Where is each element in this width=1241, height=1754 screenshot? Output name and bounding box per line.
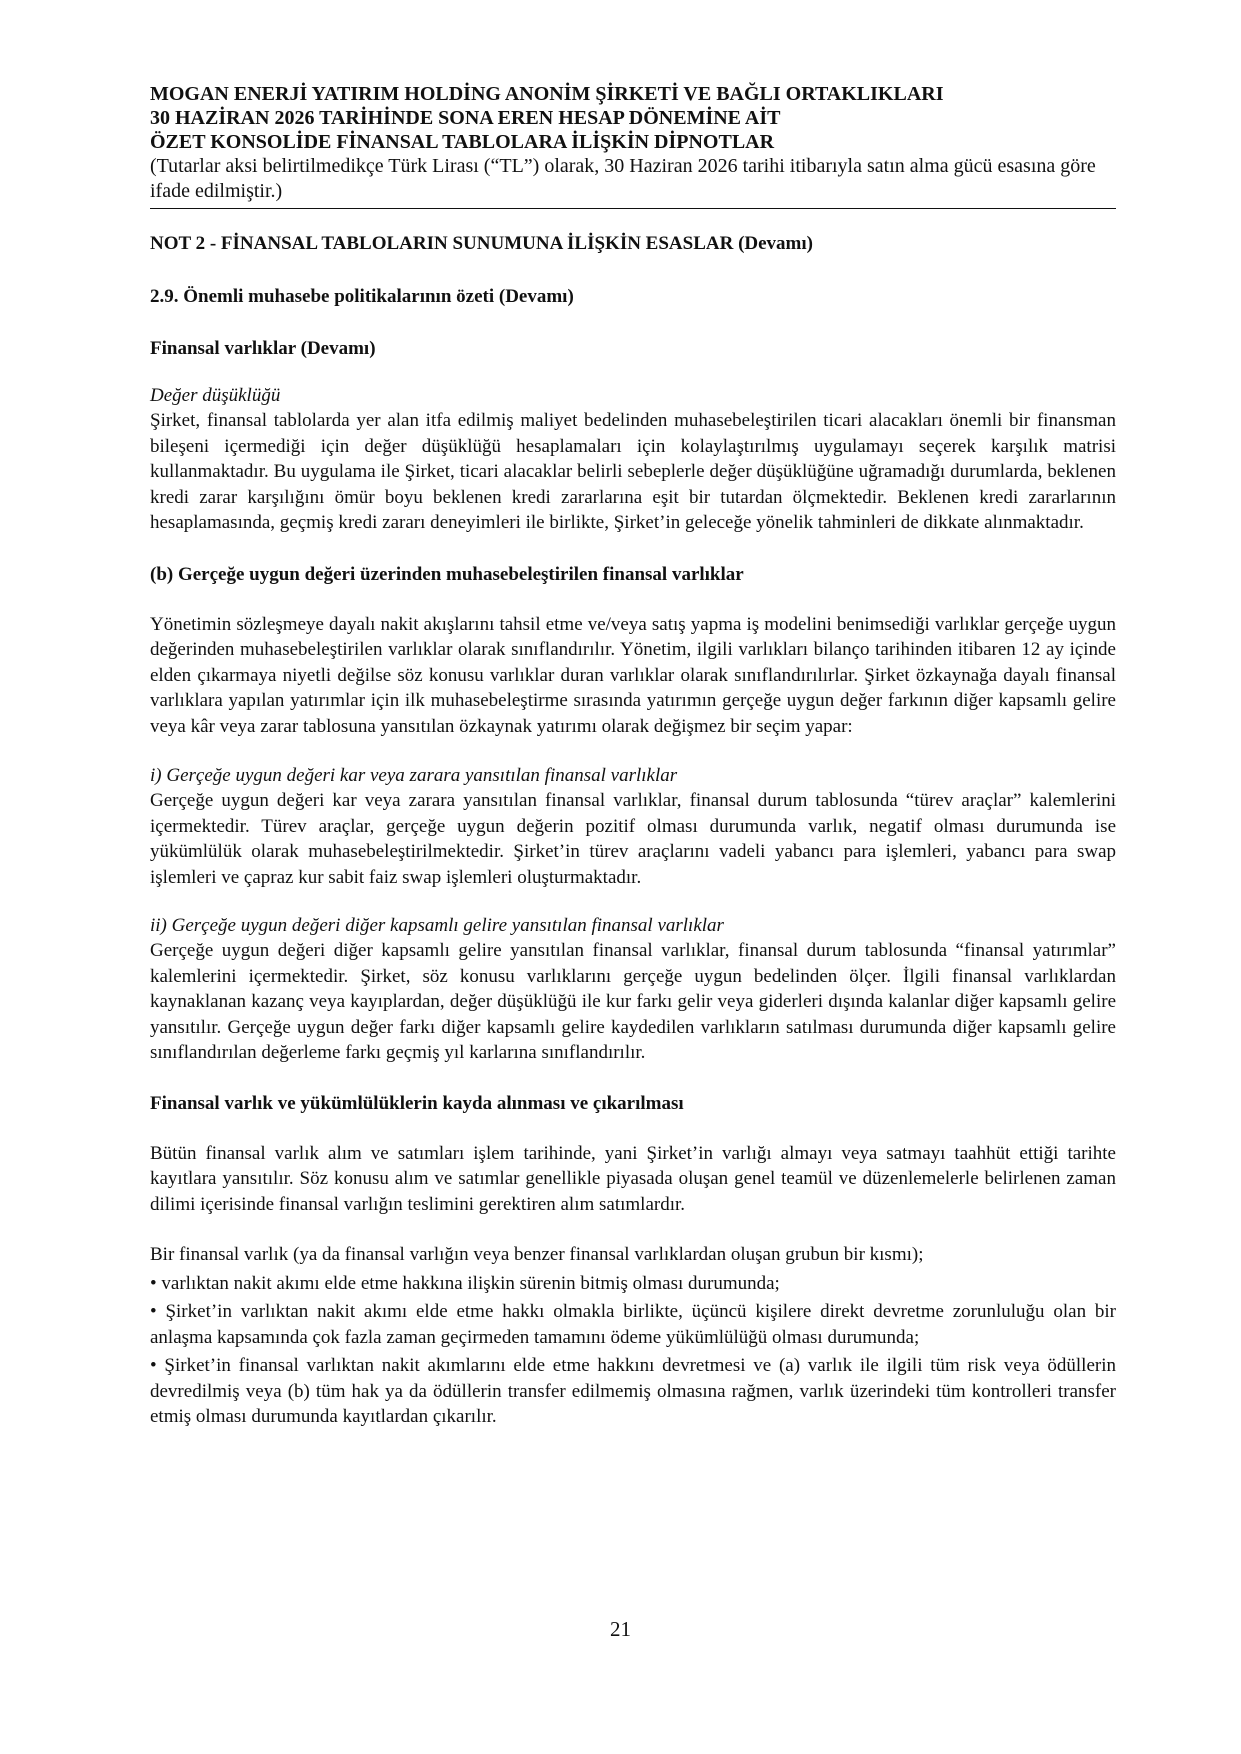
report-title: ÖZET KONSOLİDE FİNANSAL TABLOLARA İLİŞKİN DİPNOTLAR [150, 131, 775, 153]
fvoci-paragraph: Gerçeğe uygun değeri diğer kapsamlı gelire yansıtılan finansal varlıklar, finansal durum tablosunda “finansal yatırımlar” kalemlerini içermektedir. Şirket, söz konusu varlıklarını gerçeğe uygun bedelinden ölçer. İlgili finansal varlıklardan kaynaklanan kazanç veya kayıplardan, değer düşüklüğü ile kur farkı gelir veya giderleri dışında kalanlar diğer kapsamlı gelire yansıtılır. Gerçeğe uygun değer farkı diğer kapsamlı gelire kaydedilen varlıkların satılması durumunda diğer kapsamlı gelire sınıflandırılan değerleme farkı geçmiş yıl karlarına sınıflandırılır. [150, 940, 1116, 1063]
fvpl-title: i) Gerçeğe uygun değeri kar veya zarara yansıtılan finansal varlıklar [150, 765, 678, 786]
document-page [150, 82, 1116, 1430]
note-heading: NOT 2 - FİNANSAL TABLOLARIN SUNUMUNA İLİŞKİN ESASLAR (Devamı) [150, 233, 813, 254]
derecognition-intro: Bir finansal varlık (ya da finansal varlığın veya benzer finansal varlıklardan oluşan grubun bir kısmı); [150, 1244, 924, 1265]
page-number: 21 [610, 1617, 631, 1641]
currency-note: (Tutarlar aksi belirtilmedikçe Türk Lirası (“TL”) olarak, 30 Haziran 2026 tarihi itibarıyla satın alma gücü esasına göre ifade edilmiştir.) [150, 155, 1096, 202]
fvpl-paragraph: Gerçeğe uygun değeri kar veya zarara yansıtılan finansal varlıklar, finansal durum tablosunda “türev araçlar” kalemlerini içermektedir. Türev araçlar, gerçeğe uygun değerin pozitif olması durumunda varlık, negatif olması durumunda ise yükümlülük olarak muhasebeleştirilmektedir. Şirket’in türev araçlarını vadeli yabancı para işlemleri, yabancı para swap işlemleri ve çapraz kur sabit faiz swap işlemleri oluşturmaktadır. [150, 790, 1116, 888]
section-heading: 2.9. Önemli muhasebe politikalarının özeti (Devamı) [150, 286, 574, 307]
recognition-heading: Finansal varlık ve yükümlülüklerin kayda alınması ve çıkarılması [150, 1092, 684, 1114]
company-name: MOGAN ENERJİ YATIRIM HOLDİNG ANONİM ŞİRKETİ VE BAĞLI ORTAKLIKLARI [150, 83, 944, 105]
impairment-title: Değer düşüklüğü [150, 385, 281, 406]
report-header [150, 82, 1116, 209]
report-period: 30 HAZİRAN 2026 TARİHİNDE SONA EREN HESAP DÖNEMİNE AİT [150, 107, 781, 129]
header-divider [150, 208, 1116, 209]
fv-heading: (b) Gerçeğe uygun değeri üzerinden muhasebeleştirilen finansal varlıklar [150, 563, 744, 585]
impairment-paragraph: Şirket, finansal tablolarda yer alan itfa edilmiş maliyet bedelinden muhasebeleştirilen ticari alacakları önemli bir finansman bileşeni içermediği için değer düşüklüğü hesaplamaları için kolaylaştırılmış uygulamayı seçerek karşılık matrisi kullanmaktadır. Bu uygulama ile Şirket, ticari alacaklar belirli sebeplerle değer düşüklüğüne uğramadığı durumlarda, beklenen kredi zarar karşılığını ömür boyu beklenen kredi zararlarına eşit bir tutardan ölçmektedir. Beklenen kredi zararlarının hesaplamasında, geçmiş kredi zararı deneyimleri ile birlikte, Şirket’in geleceğe yönelik tahminleri de dikkate alınmaktadır. [150, 410, 1116, 533]
bullet-item: • Şirket’in varlıktan nakit akımı elde etme hakkı olmakla birlikte, üçüncü kişilere direkt devretme zorunluluğu olan bir anlaşma kapsamında çok fazla zaman geçirmeden tamamını ödeme yükümlülüğü olması durumunda; [150, 1301, 1116, 1348]
bullet-item: • Şirket’in finansal varlıktan nakit akımlarını elde etme hakkını devretmesi ve (a) varlık ile ilgili tüm risk veya ödüllerin devredilmiş veya (b) tüm hak ya da ödüllerin transfer edilmemiş olmasına rağmen, varlık üzerindeki tüm kontrolleri transfer etmiş olması durumunda kayıtlardan çıkarılır. [150, 1355, 1116, 1427]
fv-paragraph: Yönetimin sözleşmeye dayalı nakit akışlarını tahsil etme ve/veya satış yapma iş modelini benimsediği varlıklar gerçeğe uygun değerinden muhasebeleştirilen varlıklar olarak sınıflandırılır. Yönetim, ilgili varlıkları bilanço tarihinden itibaren 12 ay içinde elden çıkarmaya niyetli değilse söz konusu varlıklar duran varlıklar olarak sınıflandırılırlar. Şirket özkaynağa dayalı finansal varlıklara yapılan yatırımlar için ilk muhasebeleştirme sırasında yatırımın gerçeğe uygun değer farkının diğer kapsamlı gelire veya kâr veya zarar tablosuna yansıtılan özkaynak yatırımı olarak değişmez bir seçim yapar: [150, 613, 1116, 737]
recognition-paragraph: Bütün finansal varlık alım ve satımları işlem tarihinde, yani Şirket’in varlığı almayı veya satmayı taahhüt ettiği tarihte kayıtlara yansıtılır. Söz konusu alım ve satımlar genellikle piyasada oluşan genel teamül ve düzenlemelerle belirlenen zaman dilimi içerisinde finansal varlığın teslimini gerektiren alım satımlardır. [150, 1142, 1116, 1215]
bullet-item: • varlıktan nakit akımı elde etme hakkına ilişkin sürenin bitmiş olması durumunda; [150, 1272, 780, 1294]
fvoci-title: ii) Gerçeğe uygun değeri diğer kapsamlı gelire yansıtılan finansal varlıklar [150, 915, 724, 936]
sub-heading: Finansal varlıklar (Devamı) [150, 338, 376, 359]
